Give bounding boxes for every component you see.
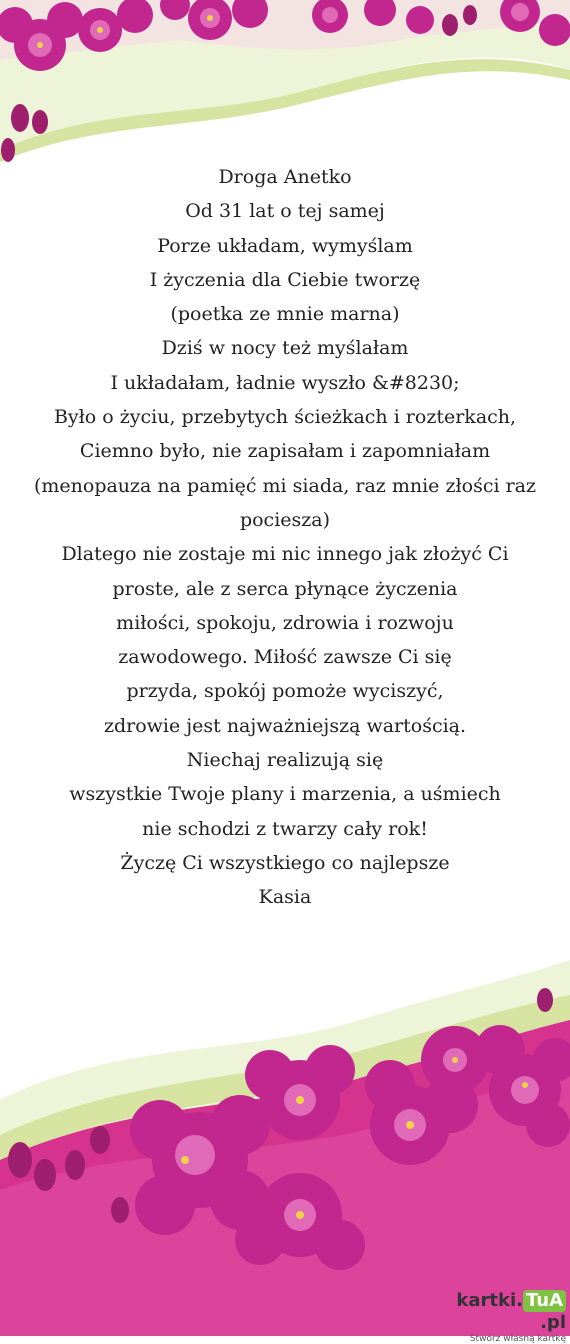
logo-wordmark [456, 1290, 566, 1334]
greeting-line: (menopauza na pamięć mi siada, raz mnie złości raz pociesza) [33, 474, 537, 531]
greeting-line: Niechaj realizują się [186, 749, 384, 772]
greeting-text [20, 160, 550, 915]
site-logo[interactable] [456, 1290, 566, 1344]
greeting-line: nie schodzi z twarzy cały rok! [142, 817, 428, 840]
greeting-line: Ciemno było, nie zapisałam i zapomniałam [79, 440, 491, 463]
greeting-line: Kasia [258, 886, 312, 909]
greeting-line: zawodowego. Miłość zawsze Ci się [118, 646, 452, 669]
greeting-line: miłości, spokoju, zdrowia i rozwoju [116, 611, 454, 634]
logo-highlight: TuA [523, 1290, 566, 1312]
greeting-line: I życzenia dla Ciebie tworzę [149, 268, 421, 291]
greeting-line: (poetka ze mnie marna) [170, 303, 400, 326]
greeting-line: I układałam, ładnie wyszło &#8230; [110, 371, 460, 394]
logo-tagline: Stwórz własną kartkę [469, 1334, 566, 1344]
greeting-line: zdrowie jest najważniejszą wartością. [103, 714, 467, 737]
bottom-floral-decoration [0, 960, 570, 1336]
greeting-line: wszystkie Twoje plany i marzenia, a uśmiech [69, 783, 501, 806]
greeting-line: Porze układam, wymyślam [157, 234, 413, 257]
greeting-line: Było o życiu, przebytych ścieżkach i rozterkach, [53, 406, 517, 429]
greeting-line: Dlatego nie zostaje mi nic innego jak złożyć Ci [61, 543, 509, 566]
greeting-line: Od 31 lat o tej samej [185, 200, 385, 223]
top-floral-decoration [0, 0, 570, 175]
greeting-line: proste, ale z serca płynące życzenia [112, 577, 458, 600]
greeting-line: Droga Anetko [218, 166, 352, 188]
greeting-line: przyda, spokój pomoże wyciszyć, [126, 680, 444, 703]
greeting-line: Dziś w nocy też myślałam [161, 337, 409, 360]
logo-prefix: kartki. [456, 1290, 523, 1311]
logo-suffix: .pl [540, 1312, 566, 1333]
greeting-line: Życzę Ci wszystkiego co najlepsze [120, 851, 450, 874]
